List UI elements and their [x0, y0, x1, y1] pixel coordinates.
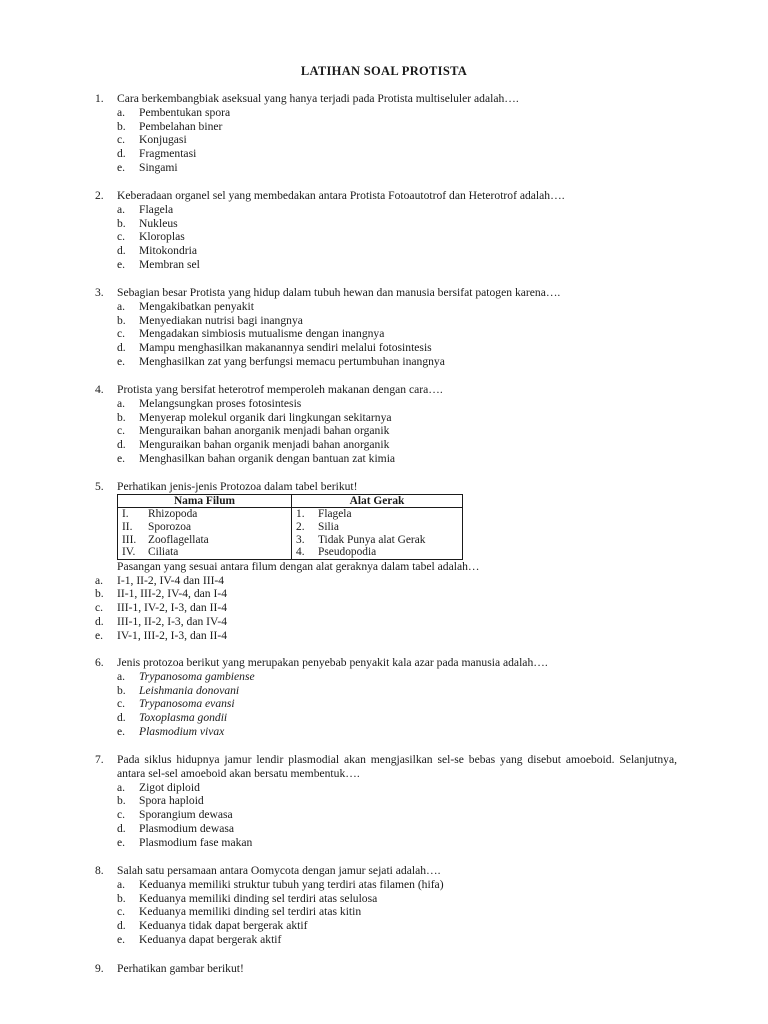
option-text: Fragmentasi: [139, 147, 197, 161]
option-c: [117, 808, 677, 822]
option-text: Mengakibatkan penyakit: [139, 299, 254, 313]
question-4: [95, 383, 677, 466]
option-text: Flagela: [139, 202, 174, 216]
option-a: [117, 300, 677, 314]
cell-text: Flagela: [318, 508, 352, 521]
table-row: [118, 521, 463, 534]
option-a: [117, 670, 677, 684]
option-text: III-1, II-2, I-3, dan IV-4: [117, 614, 227, 628]
option-text: Trypanosoma evansi: [139, 697, 235, 711]
option-b: [117, 411, 677, 425]
option-c: [117, 327, 677, 341]
option-text: Menyediakan nutrisi bagi inangnya: [139, 313, 303, 327]
table-cell: [292, 521, 463, 534]
option-list: [95, 574, 677, 643]
option-letter: b.: [117, 313, 126, 327]
option-a: [117, 106, 677, 120]
option-letter: e.: [117, 257, 126, 271]
option-e: [117, 452, 677, 466]
cell-text: Pseudopodia: [318, 546, 377, 559]
option-text: Kloroplas: [139, 230, 185, 244]
option-e: [117, 933, 677, 947]
option-text: Pembelahan biner: [139, 119, 223, 133]
option-text: Nukleus: [139, 216, 178, 230]
option-list: [117, 203, 677, 272]
option-letter: d.: [117, 244, 126, 258]
option-text: Mampu menghasilkan makanannya sendiri melalui fotosintesis: [139, 341, 432, 355]
cell-number: 1.: [296, 508, 305, 521]
question-text: Perhatikan jenis-jenis Protozoa dalam tabel berikut!: [117, 480, 358, 493]
option-text: Mengadakan simbiosis mutualisme dengan inangnya: [139, 327, 385, 341]
cell-number: 4.: [296, 546, 305, 559]
option-b: [117, 314, 677, 328]
option-a: [117, 203, 677, 217]
option-e: [95, 629, 677, 643]
option-text: III-1, IV-2, I-3, dan II-4: [117, 601, 227, 615]
option-letter: e.: [95, 628, 104, 642]
option-d: [117, 341, 677, 355]
option-letter: a.: [117, 877, 126, 891]
option-text: Membran sel: [139, 257, 200, 271]
question-3: [95, 286, 677, 369]
option-letter: c.: [117, 905, 126, 919]
option-b: [117, 217, 677, 231]
table-header: Alat Gerak: [292, 494, 463, 508]
option-text: I-1, II-2, IV-4 dan III-4: [117, 573, 225, 587]
question-number: 1.: [95, 92, 104, 105]
option-letter: a.: [117, 669, 126, 683]
option-text: Trypanosoma gambiense: [139, 669, 255, 683]
cell-text: Silia: [318, 520, 339, 533]
cell-text: Rhizopoda: [148, 508, 198, 521]
option-d: [117, 147, 677, 161]
cell-number: IV.: [122, 546, 136, 559]
question-number: 7.: [95, 753, 104, 766]
option-text: Konjugasi: [139, 133, 187, 147]
question-text: Protista yang bersifat heterotrof memperoleh makanan dengan cara….: [117, 383, 443, 396]
option-letter: c.: [117, 230, 126, 244]
option-letter: c.: [95, 601, 104, 615]
option-letter: b.: [117, 794, 126, 808]
option-letter: e.: [117, 932, 126, 946]
option-a: [117, 397, 677, 411]
table-cell: [292, 508, 463, 521]
question-2: [95, 189, 677, 272]
option-letter: a.: [95, 573, 104, 587]
option-letter: a.: [117, 396, 126, 410]
option-text: Melangsungkan proses fotosintesis: [139, 396, 302, 410]
table-row: [118, 534, 463, 547]
option-e: [117, 258, 677, 272]
table-cell: [118, 521, 292, 534]
option-d: [117, 711, 677, 725]
question-7: [95, 753, 677, 850]
option-text: Keduanya dapat bergerak aktif: [139, 932, 282, 946]
option-letter: e.: [117, 835, 126, 849]
option-text: Singami: [139, 160, 178, 174]
option-letter: b.: [117, 216, 126, 230]
table-header-row: [118, 494, 463, 508]
option-b: [117, 684, 677, 698]
option-text: Pembentukan spora: [139, 105, 231, 119]
option-letter: d.: [117, 147, 126, 161]
option-letter: c.: [117, 327, 126, 341]
option-letter: d.: [117, 341, 126, 355]
option-letter: b.: [117, 119, 126, 133]
option-c: [117, 133, 677, 147]
question-1: [95, 92, 677, 175]
table-header: Nama Filum: [118, 494, 292, 508]
option-letter: d.: [117, 821, 126, 835]
option-e: [117, 355, 677, 369]
option-list: [117, 106, 677, 175]
question-number: 8.: [95, 864, 104, 877]
option-d: [117, 244, 677, 258]
option-letter: e.: [117, 160, 126, 174]
option-e: [117, 725, 677, 739]
question-text: Cara berkembangbiak aseksual yang hanya terjadi pada Protista multiseluler adalah….: [117, 92, 519, 105]
table-row: [118, 508, 463, 521]
option-list: [117, 781, 677, 850]
option-text: Leishmania donovani: [139, 683, 240, 697]
option-text: Keduanya memiliki dinding sel terdiri atas selulosa: [139, 891, 378, 905]
question-number: 2.: [95, 189, 104, 202]
option-text: Spora haploid: [139, 794, 204, 808]
cell-text: Ciliata: [148, 546, 179, 559]
option-d: [117, 438, 677, 452]
option-letter: a.: [117, 780, 126, 794]
question-text: Salah satu persamaan antara Oomycota dengan jamur sejati adalah….: [117, 864, 441, 877]
option-e: [117, 836, 677, 850]
question-5: [95, 480, 677, 643]
option-text: Plasmodium dewasa: [139, 821, 234, 835]
option-a: [117, 781, 677, 795]
option-text: Menghasilkan zat yang berfungsi memacu pertumbuhan inangnya: [139, 354, 445, 368]
option-text: Keduanya memiliki struktur tubuh yang terdiri atas filamen (hifa): [139, 877, 444, 891]
cell-number: I.: [122, 508, 129, 521]
option-c: [95, 601, 677, 615]
option-b: [117, 120, 677, 134]
option-letter: c.: [117, 808, 126, 822]
option-e: [117, 161, 677, 175]
option-b: [117, 892, 677, 906]
cell-number: II.: [122, 520, 133, 533]
option-letter: d.: [117, 711, 126, 725]
option-a: [117, 878, 677, 892]
option-list: [117, 670, 677, 739]
option-d: [117, 822, 677, 836]
cell-text: Sporozoa: [148, 520, 192, 533]
option-letter: b.: [117, 891, 126, 905]
table-cell: [118, 534, 292, 547]
page-title: LATIHAN SOAL PROTISTA: [300, 64, 468, 78]
protozoa-table: [117, 494, 463, 560]
option-d: [95, 615, 677, 629]
option-text: Zigot diploid: [139, 780, 200, 794]
option-text: Menguraikan bahan organik menjadi bahan anorganik: [139, 438, 390, 452]
option-text: II-1, III-2, IV-4, dan I-4: [117, 587, 227, 601]
cell-number: 3.: [296, 533, 305, 546]
cell-number: III.: [122, 533, 137, 546]
option-text: Keduanya memiliki dinding sel terdiri atas kitin: [139, 905, 362, 919]
question-followup: Pasangan yang sesuai antara filum dengan alat geraknya dalam tabel adalah…: [117, 559, 480, 573]
option-letter: d.: [95, 614, 104, 628]
option-d: [117, 919, 677, 933]
option-letter: c.: [117, 424, 126, 438]
option-letter: a.: [117, 105, 126, 119]
option-letter: b.: [95, 587, 104, 601]
question-number: 6.: [95, 656, 104, 669]
option-letter: e.: [117, 451, 126, 465]
option-text: IV-1, III-2, I-3, dan II-4: [117, 628, 227, 642]
option-list: [117, 300, 677, 369]
question-text: Perhatikan gambar berikut!: [117, 962, 244, 975]
option-text: Toxoplasma gondii: [139, 711, 228, 725]
question-9: [95, 962, 677, 976]
option-c: [117, 905, 677, 919]
option-letter: e.: [117, 354, 126, 368]
question-number: 4.: [95, 383, 104, 396]
option-letter: c.: [117, 133, 126, 147]
option-letter: e.: [117, 724, 126, 738]
question-6: [95, 656, 677, 739]
option-text: Sporangium dewasa: [139, 808, 233, 822]
option-letter: b.: [117, 683, 126, 697]
cell-text: Tidak Punya alat Gerak: [318, 533, 426, 546]
table-row: [118, 546, 463, 559]
option-letter: b.: [117, 410, 126, 424]
option-text: Plasmodium fase makan: [139, 835, 253, 849]
table-cell: [292, 534, 463, 547]
question-text: Pada siklus hidupnya jamur lendir plasmodial akan mengjasilkan sel-se bebas yang disebut amoeboid. Selanjutnya, antara sel-sel amoeboid akan bersatu membentuk….: [117, 753, 677, 780]
option-c: [117, 230, 677, 244]
option-text: Keduanya tidak dapat bergerak aktif: [139, 919, 308, 933]
question-text: Keberadaan organel sel yang membedakan antara Protista Fotoautotrof dan Heterotrof adalah….: [117, 189, 565, 202]
option-list: [117, 878, 677, 947]
option-text: Menyerap molekul organik dari lingkungan sekitarnya: [139, 410, 392, 424]
question-text: Sebagian besar Protista yang hidup dalam tubuh hewan dan manusia bersifat patogen karena….: [117, 286, 561, 299]
option-c: [117, 424, 677, 438]
option-letter: a.: [117, 202, 126, 216]
question-8: [95, 864, 677, 947]
table-cell: [118, 546, 292, 559]
table-cell: [292, 546, 463, 559]
question-text: Jenis protozoa berikut yang merupakan penyebab penyakit kala azar pada manusia adalah….: [117, 656, 548, 669]
option-text: Menghasilkan bahan organik dengan bantuan zat kimia: [139, 451, 396, 465]
table-cell: [118, 508, 292, 521]
cell-text: Zooflagellata: [148, 533, 209, 546]
option-text: Mitokondria: [139, 244, 197, 258]
question-number: 3.: [95, 286, 104, 299]
option-text: Plasmodium vivax: [139, 724, 225, 738]
question-number: 9.: [95, 962, 104, 975]
option-letter: a.: [117, 299, 126, 313]
option-text: Menguraikan bahan anorganik menjadi bahan organik: [139, 424, 390, 438]
question-number: 5.: [95, 480, 104, 493]
option-a: [95, 574, 677, 588]
option-letter: d.: [117, 438, 126, 452]
option-b: [95, 587, 677, 601]
option-b: [117, 794, 677, 808]
option-letter: c.: [117, 697, 126, 711]
option-list: [117, 397, 677, 466]
cell-number: 2.: [296, 520, 305, 533]
option-letter: d.: [117, 919, 126, 933]
option-c: [117, 697, 677, 711]
